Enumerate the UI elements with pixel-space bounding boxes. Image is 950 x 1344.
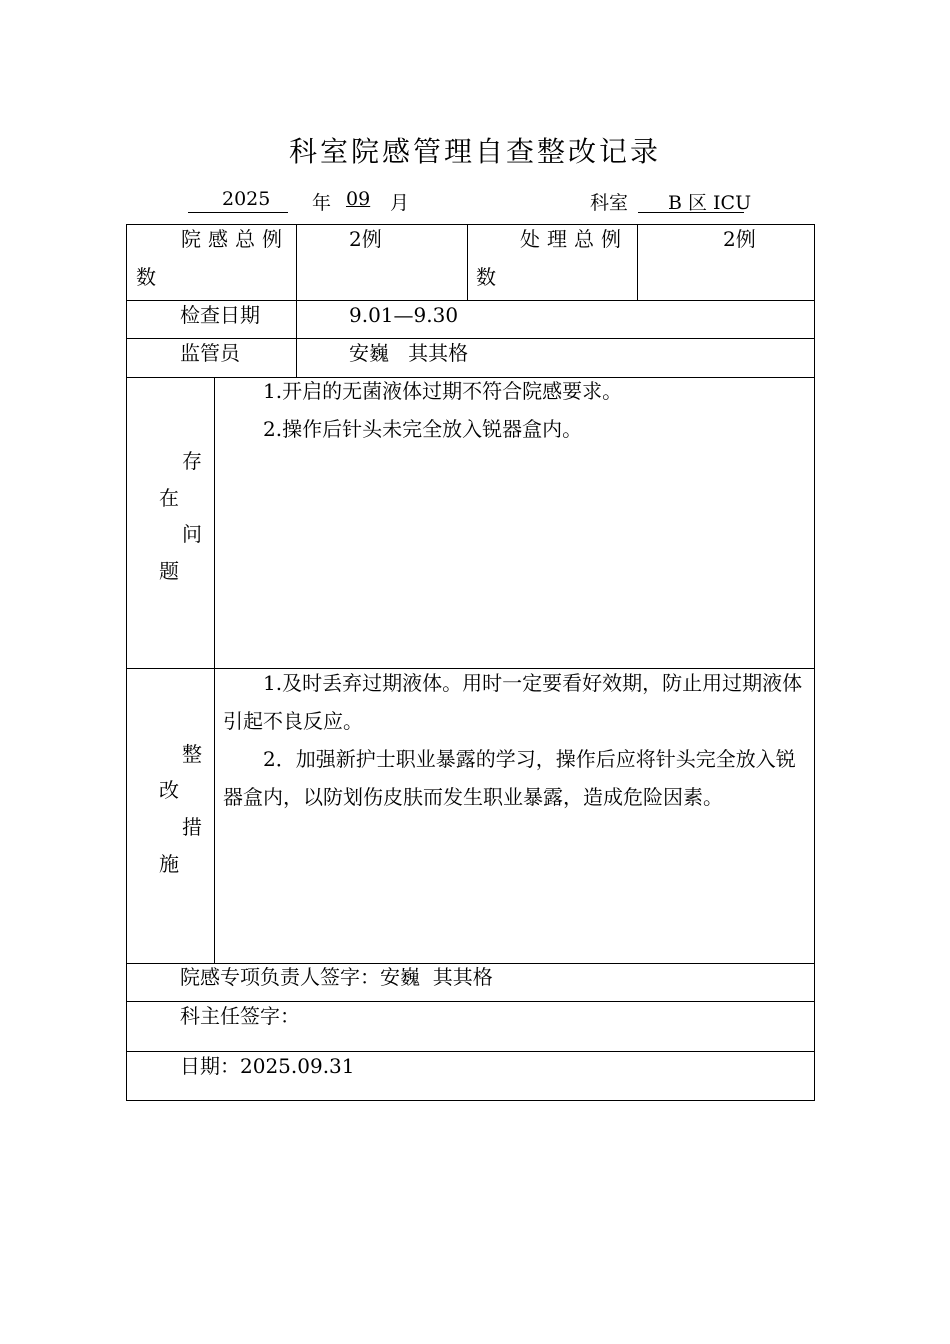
sign-date: 日期：2025.09.31 <box>180 1054 355 1078</box>
issues-label-char: 问 <box>182 522 202 546</box>
issue-item: 1.开启的无菌液体过期不符合院感要求。 <box>263 379 623 403</box>
handled-cases-value: 2例 <box>723 227 756 251</box>
check-date-label: 检查日期 <box>180 303 260 327</box>
total-cases-label: 院感总例 <box>181 227 289 251</box>
handled-cases-label: 处理总例 <box>520 227 628 251</box>
measure-item: 2．加强新护士职业暴露的学习，操作后应将针头完全放入锐器盒内，以防划伤皮肤而发生职业暴露，造成危险因素。 <box>223 747 796 809</box>
col-divider <box>637 225 638 300</box>
total-cases-label-end: 数 <box>136 265 156 289</box>
page-title: 科室院感管理自查整改记录 <box>288 135 661 168</box>
issues-label-char: 存 <box>182 449 202 473</box>
director-signature: 科主任签字： <box>180 1004 300 1028</box>
check-date-value: 9.01—9.30 <box>349 303 459 327</box>
measures-label-char: 措 <box>182 815 202 839</box>
issues-label-char: 题 <box>159 559 179 583</box>
month-unit: 月 <box>390 192 410 214</box>
measures-label-char: 改 <box>159 778 179 802</box>
infection-lead-signature: 院感专项负责人签字：安巍 其其格 <box>180 965 493 989</box>
record-header <box>188 188 752 214</box>
measure-item: 1.及时丢弃过期液体。用时一定要看好效期，防止用过期液体引起不良反应。 <box>223 671 803 733</box>
col-divider <box>214 377 215 963</box>
year-value: 2025 <box>222 188 271 210</box>
supervisor-value: 安巍 其其格 <box>349 341 469 365</box>
measures-label-char: 整 <box>182 742 202 766</box>
handled-cases-label-end: 数 <box>476 265 496 289</box>
month-value: 09 <box>346 188 371 210</box>
dept-label: 科室 <box>590 192 629 214</box>
supervisor-label: 监管员 <box>180 341 240 365</box>
col-divider <box>296 225 297 377</box>
issue-item: 2.操作后针头未完全放入锐器盒内。 <box>263 417 583 441</box>
year-unit: 年 <box>312 192 332 214</box>
dept-value: B 区 ICU <box>668 192 752 214</box>
year-underline <box>188 212 288 213</box>
inspection-table <box>126 224 815 1101</box>
issues-label-char: 在 <box>159 486 179 510</box>
measures-label-char: 施 <box>159 852 179 876</box>
col-divider <box>467 225 468 300</box>
issues-content <box>223 372 807 448</box>
measures-content <box>223 664 809 816</box>
total-cases-value: 2例 <box>349 227 382 251</box>
